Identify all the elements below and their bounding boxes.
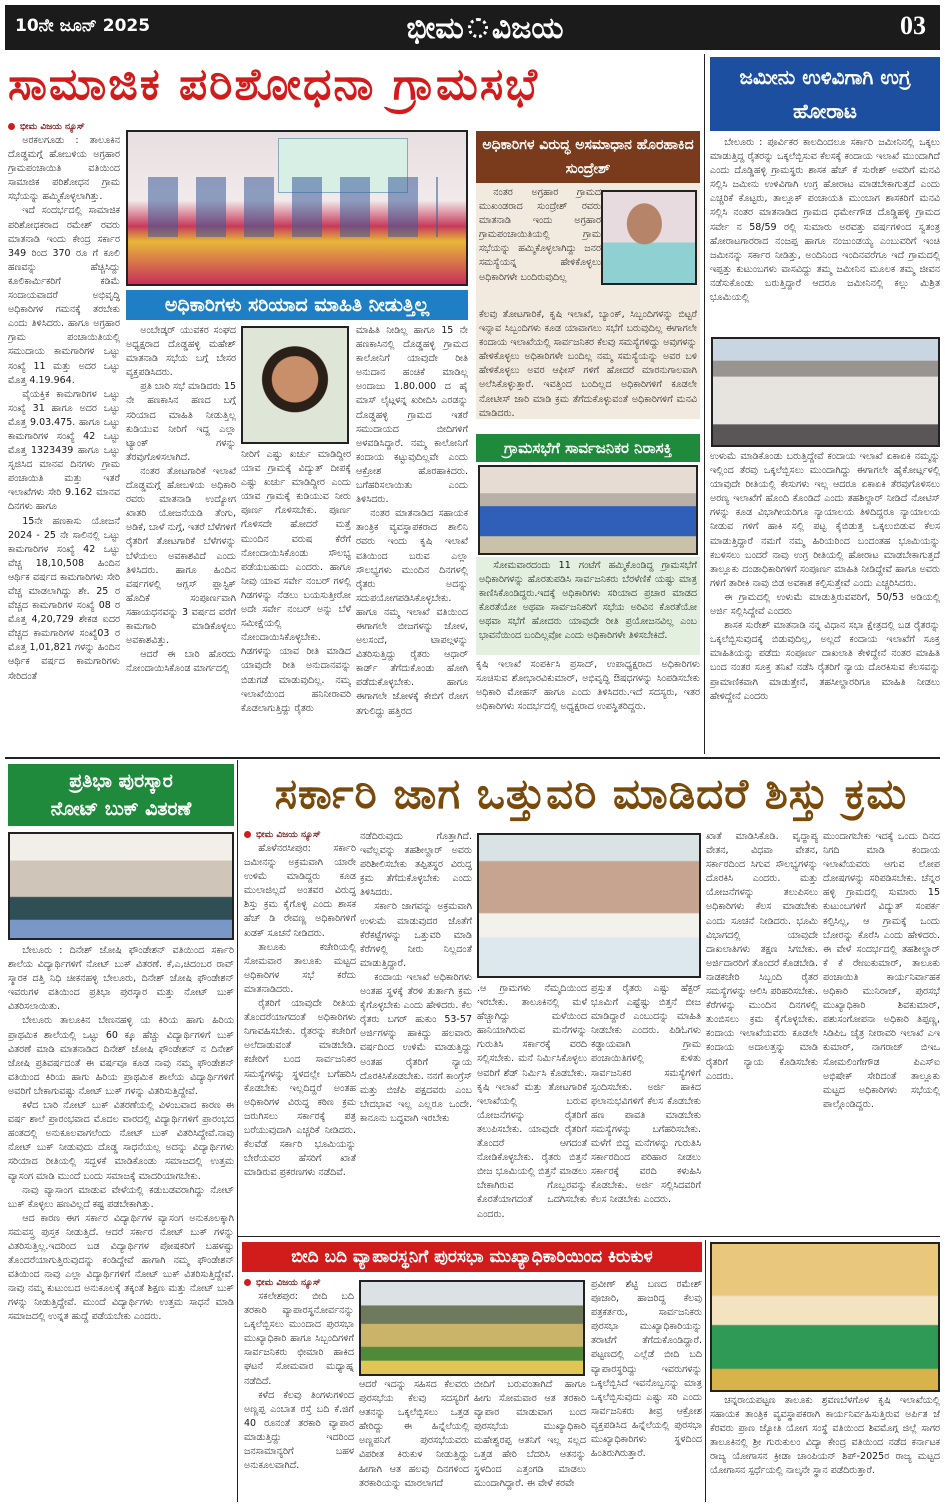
paragraph: ಬೇಲೂರು : ದಿನೇಶ್ ಜೋಷಿ ಫೌಂಡೇಶನ್ ವತಿಯಿಂದ ಸರ್ಕಾರಿ ಶಾಲೆಯ ವಿದ್ಯಾರ್ಥಿಗಳಿಗೆ ನೋಟ್ ಬುಕ್ ವಿತರಣೆ. ಕೆ,ಎ,ಚಿದಂಬರ ರಾವ್ ಸ್ಮಾರಕ ದತ್ತಿ ನಿಧಿ ಚೀಕನಹಳ್ಳಿ ಬೇಲೂರು, ದಿನೇಶ್ ಜೋಷಿ ಫೌಂಡೇಶನ್ ಇವರುಗಳ ವತಿಯಿಂದ ಪ್ರತಿಭಾ ಪುರಸ್ಕಾರ ಮತ್ತು ನೋಟ್ ಬುಕ್ ವಿತರಿಸಲಾಯಿತು.	[8, 945, 234, 1013]
gram-sabha-photo	[126, 130, 468, 286]
story2-col2	[241, 448, 351, 752]
chakra-icon	[468, 18, 488, 38]
paragraph: ಆದರೆ ಇದನ್ನು ಸಹಿಸದ ಕೆಲವರು ಪುರಸಭೆಯ ಕೆಲವು ಸದಸ್ಯರಿಗೆ ಆತನನ್ನು ಒಕ್ಕಲೆಬ್ಬಿಸಲು ಒತ್ತಡ ಹೇರಿದ್ದು ಈ ಹಿನ್ನೆಲೆಯಲ್ಲಿ ಅಣ್ಣಪನಿಗೆ ಪುರಸಭೆಯವರು ವಿಪರೀತ ಕಿರುಕುಳ ನೀಡುತ್ತಿದ್ದು ಹೀಗಾಗಿ ಆತ ಹಲವು ದಿನಗಳಿಂದ ತರಕಾರಿಯನ್ನು ಮಾರಲಾಗದೆ	[359, 1379, 469, 1489]
headline-line: ಪ್ರತಿಭಾ ಪುರಸ್ಕಾರ	[69, 770, 173, 792]
paragraph: ಈ ಗ್ರಾಮದಲ್ಲಿ ಉಳುಮೆ ಮಾಡುತ್ತಿರುವವರಿಗೆ, 50/53 ಅಡಿಯಲ್ಲಿ ಅರ್ಜಿ ಸಲ್ಲಿಸಿದ್ದೇವೆ ಎಂದರು	[710, 591, 940, 618]
paragraph: ಸೋಮವಾರದಂದು 11 ಗಂಟೆಗೆ ಹಮ್ಮಿಕೊಂಡಿದ್ದ ಗ್ರಾಮಸಭೆಗೆ ಅಧಿಕಾರಿಗಳನ್ನು ಹೊರತುಪಡಿಸಿ ಸಾರ್ವಜನಿಕರು ಬೆರಳೆಣಿಕೆ ಯಷ್ಟು ಮಾತ್ರ ಕಾಣಿಸಿಕೊಂಡಿದ್ದರು.ಇದಕ್ಕೆ ಅಧಿಕಾರಿಗಳು ಸರಿಯಾದ ಪ್ರಚಾರ ಮಾಡದ ಕೊರತೆಯೋ ಅಥವಾ ಸಾರ್ವಜನಿಕರಿಗೆ ಸಭೆಯ ಅರಿವಿನ ಕೊರತೆಯೋ ಅಥವಾ ಸಭೆಗೆ ಹೋದರು ಯಾವುದೇ ರೀತಿ ಪ್ರಯೋಜನವಿಲ್ಲ ಎಂಬ ಭಾವನೆಯಿಂದ ಬಂದಿಲ್ಲವೋ ಎಂದು ಅಧಿಕಾರಿಗಳೇ ತಿಳಿಸಬೇಕಿದೆ.	[479, 560, 697, 642]
yoga-championship-photo	[710, 1242, 940, 1392]
logo-text-right: ವಿಜಯ	[491, 10, 564, 46]
paragraph: ತಾಲೂಕು ಕಚೇರಿಯಲ್ಲಿ ಸೋಮವಾರ ತಾಲೂಕು ಮಟ್ಟದ ಅಧಿಕಾರಿಗಳ ಸಭೆ ಕರೆದು ಮಾತನಾಡಿದರು.	[244, 941, 356, 995]
story1-headline: ಸಾಮಾಜಿಕ ಪರಿಶೋಧನಾ ಗ್ರಾಮಸಭೆ	[8, 59, 540, 110]
revenue-meeting-photo	[477, 833, 701, 978]
paragraph: ನಾವು ವ್ಯಾಸಾಂಗ ಮಾಡುವ ವೇಳೆಯಲ್ಲಿ ಕಡುಬಡವರಾಗಿದ್ದು ನೋಟ್ ಬುಕ್ ಕೊಳ್ಳಲು ಹಣವಿಲ್ಲದೆ ಕಷ್ಟ ಪಡಬೇಕಾಗಿತ್ತು.	[8, 1184, 234, 1210]
story5-text1	[710, 136, 940, 332]
paragraph: ಕಳೆದ ಬಾರಿ ನೋಟ್ ಬುಕ್ ವಿತರಣೆಯಲ್ಲಿ ವಿಳಂಬವಾದ ಕಾರಣ ಈ ವರ್ಷ ಶಾಲೆ ಪ್ರಾರಂಭವಾದ ಮೊದಲ ವಾರದಲ್ಲಿ ವಿದ್ಯಾರ್ಥಿಗಳಿಗೆ ಪ್ರಾರಂಭದ ಹಂತದಲ್ಲಿ ಅನುಕೂಲವಾಗಲೆಂದು ನೋಟ್ ಬುಕ್ ವಿತರಿಸಿದ್ದೇವೆ.ನಾವು ನೋಟ್ ಬುಕ್ ನೀಡುವುದು ದೊಡ್ಡ ಸಾಧನೆಯಲ್ಲ ಅದನ್ನು ವಿದ್ಯಾರ್ಥಿಗಳು ಸರಿಯಾದ ರೀತಿಯಲ್ಲಿ ಸದ್ಬಳಕೆ ಮಾಡಿಕೊಂಡು ಸಮಾಜದಲ್ಲಿ ಉತ್ತಮ ವ್ಯಾಸಂಗ ಮಾಡಿ ಮುಂದೆ ಬಂದು ಸಮಾಜಕ್ಕೆ ಮಾದರಿಯಾಗಬೇಕು.	[8, 1100, 234, 1182]
story4-col1	[476, 658, 700, 752]
masthead	[5, 5, 940, 50]
paragraph: ಬೇಲೂರು ತಾಲೂಕಿನ ಬೇಣನಹಳ್ಳಿ ಯ ಕಿರಿಯ ಹಾಗು ಹಿರಿಯ ಪ್ರಾಥಮಿಕ ಶಾಲೆಯಲ್ಲಿ ಒಟ್ಟು 60 ಕ್ಕೂ ಹೆಚ್ಚು ವಿದ್ಯಾರ್ಥಿಗಳಿಗೆ ಬುಕ್ ವಿತರಣೆ ಮಾಡಿ ಮಾತನಾಡಿದ ದಿನೇಶ್ ಜೋಷಿ ಫೌಂಡೇಶನ್ ನ ದಿನೇಶ್ ಜೋಷಿ ಪ್ರತಿವರ್ಷದಂತೆ ಈ ವರ್ಷವೂ ಕೂಡ ನಾವು ನಮ್ಮ ಫೌಂಡೇಶನ್ ವತಿಯಿಂದ ಕಿರಿಯ ಹಾಗು ಹಿರಿಯ ಪ್ರಾಥಮಿಕ ಶಾಲೆಯ ವಿದ್ಯಾರ್ಥಿಗಳಿಗೆ ಅವರಿಗೆ ಬೇಕಾಗುವಷ್ಟು ನೋಟ್ ಬುಕ್ ಗಳನ್ನು ವಿತರಿಸುತ್ತಿದ್ದೇವೆ.	[8, 1015, 234, 1097]
paragraph: ಮುಂದಾಗಬೇಕು ಇದಕ್ಕೆ ಒಂದು ದಿನದ ನಿಗದಿ ಮಾಡಿ ಕಂದಾಯ ಇಲಾಖೆಯವರು ಆಗುವ ಲೋಪ ದೋಷಗಳನ್ನು ಸರಿಪಡಿಸಬೇಕು. ಚೆನ್ನರ ಹಳ್ಳಿ ಗ್ರಾಮದಲ್ಲಿ ಸುಮಾರು 15 ಕುಟುಂಬಗಳಿಗೆ ವಿದ್ಯುತ್ ಸಂಪರ್ಕ ಕಲ್ಪಿಸಿಲ್ಲ, ಆ ಗ್ರಾಮಕ್ಕೆ ಒಂದು ಬೋರನ್ನು ಕೊರೆಸಿ ಎಂದು ಹೇಳಿದರು. ಈ ವೇಳೆ ಸಂದರ್ಭದಲ್ಲಿ ತಹಶೀಲ್ದಾರ್ ಕೆ ಕೆ ರೇಣುಕುಮಾರ್, ತಾಲೂಕು ಪಂಚಾಯಿತಿ ಕಾರ್ಯನಿರ್ವಾಹಕ ಅಧಿಕಾರಿ ಮುನಿರಾಜ್, ಪುರಸಭೆ ಮುಖ್ಯಾಧಿಕಾರಿ ಶಿವಕುಮಾರ್, ಪಶುಸಂಗೋಪನಾ ಅಧಿಕಾರಿ ತಿಪ್ಪಣ್ಣ, ಸಿಡಿಪಿಒ ಚೈತ್ರ ನೀರಾವರಿ ಇಲಾಖೆ ಎಇ ಕುಮಾರ್, ನಾಗರಾಜ್ ಬಿಇಒ ಸೋಮಲಿಂಗೇಗೌಡ ಪಿಎಸ್ಐ ಅಭಿಷೇಕ್ ಸೇರಿದಂತೆ ತಾಲ್ಲೂಕು ಮಟ್ಟದ ಅಧಿಕಾರಿಗಳು ಸಭೆಯಲ್ಲಿ ಪಾಲ್ಗೊಂಡಿದ್ದರು.	[823, 831, 940, 1110]
paragraph: ನಂತರ ತೋಟಗಾರಿಕೆ ಇಲಾಖೆ ದೊಡ್ಡಮಗ್ಗೆ ಹೋಬಳಿಯ ಅಧಿಕಾರಿ ರವರು ಮಾತನಾಡಿ ಉದ್ಯೋಗ ಖಾತರಿ ಯೋಜನೆಯಡಿ ತೆಂಗು, ಅಡಿಕೆ, ಬಾಳೆ ನುಗ್ಗೆ, ಇತರೆ ಬೆಳೆಗಳಿಗೆ ರೈತರಿಗೆ ತೋಟಗಾರಿಕೆ ಬೆಳೆಗಳನ್ನು ಬೆಳೆಯಲು ಅವಕಾಶವಿದೆ ಎಂದು ತಿಳಿಸಿದರು. ಹಾಗೂ ಹಿಂದಿನ ವರ್ಷಗಳಲ್ಲಿ ಆಗ್ಲಸ್ ಪ್ಲಾಸ್ಟಿಕ್ ಹೊದಿಕೆ ಸಂಪೂರ್ಣವಾಗಿ ಸಹಾಯಧನವನ್ನು 3 ವರ್ಷದ ವರೆಗೆ ಕಾಮಗಾರಿ ಮಾಡಿಕೊಳ್ಳಲು ಅವಕಾಶವಿತ್ತು.	[126, 465, 236, 647]
paragraph: ಪ್ರತಿ ಬಾರಿ ಸಭೆ ಮಾಡಿದರು 15 ನೇ ಹಣಕಾಸಿನ ಹಣದ ಬಗ್ಗೆ ಸರಿಯಾದ ಮಾಹಿತಿ ನೀಡುತ್ತಿಲ್ಲ ಕುಡಿಯುವ ನೀರಿಗೆ ಇದ್ದ ಎಲ್ಲಾ ಟ್ಯಾಂಕ್ ಗಳನ್ನು ತೆರವುಗೊಳಿಸಲಾಗಿದೆ.	[126, 381, 236, 463]
paragraph: .ಆ ಗ್ರಾಮಗಳು ನೆಮ್ಮದಿಯಿಂದ ಇರಬೇಕು. ತಾಲೂಕಿನಲ್ಲಿ ಮಳೆ ಹೆಚ್ಚಾಗಿದ್ದು ಮಳೆಯಿಂದ ಹಾನಿಯಾಗಿರುವ ಮನೆಗಳನ್ನು ಗುರುತಿಸಿ ಸರ್ಕಾರಕ್ಕೆ ವರದಿ ಸಲ್ಲಿಸಬೇಕು. ಮನೆ ನಿರ್ಮಿಸಿಕೊಳ್ಳಲು ಅವರಿಗೆ ಶೆಡ್ ನಿರ್ಮಿಸಿ ಕೊಡಬೇಕು. ಕೃಷಿ ಇಲಾಖೆ ಮತ್ತು ತೋಟಗಾರಿಕೆ ಇಲಾಖೆಯಲ್ಲಿ ಬರುವ ಯೋಜನೆಗಳನ್ನು ರೈತರಿಗೆ ತಲುಪಿಸಬೇಕು. ಯಾವುದೇ ರೈತರಿಗೆ ತೊಂದರೆ ಆಗದಂತೆ ನೋಡಿಕೊಳ್ಳಬೇಕು. ರೈತರು ಬಿತ್ತನೆ ಬೀಜ ಭೂಮಿಯಲ್ಲಿ ಬಿತ್ತನೆ ಮಾಡಲು ಬೇಕಾಗಿರುವ ಗೊಬ್ಬರವನ್ನು ಕೊರತೆಯಾಗದಂತೆ ಒದಗಿಸಬೇಕು ಎಂದರು.	[477, 983, 587, 1220]
story7-col5	[706, 830, 818, 1230]
paragraph: ಚನ್ನರಾಯಪಟ್ಟಣ ತಾಲೂಕು ಶ್ರವಣಬೆಳಗೊಳ ಕೃಷಿ ಇಲಾಖೆಯಲ್ಲಿ ಸಹಾಯಕ ತಾಂತ್ರಿಕ ವ್ಯವಸ್ಥಾಪಕರಾಗಿ ಕಾರ್ಯನಿರ್ವಹಿಸುತ್ತಿರುವ ಅರ್ಪಿತ ಜೆ ಕೆರವರು ಪ್ರಾಣ ಜ್ಯೋತಿ ಯೋಗ ಸಂಸ್ಥೆ ವತಿಯಿಂದ ಶಿವಮೊಗ್ಗ ಜಿಲ್ಲೆ ಸಾಗರ ತಾಲೂಕಿನಲ್ಲಿ ಶ್ರೀ ಗುರುಕುಲಂ ವಿದ್ಯಾ ಕೇಂದ್ರ ವತಿಯಿಂದ ನಡೆದ ಕರ್ನಾಟಕ ರಾಜ್ಯ ಯೋಗಾಸನ ಕ್ರೀಡಾ ಚಾಂಪಿಯನ್ ಶಿಪ್-2025ರ ರಾಜ್ಯ ಮಟ್ಟದ ಯೋಗಾಸನ ಸ್ಪರ್ಧೆಯಲ್ಲಿ ನಾಲ್ಕನೇ ಸ್ಥಾನ ಪಡೆದಿರುತ್ತಾರೆ.	[710, 1395, 940, 1477]
paragraph: 15ನೇ ಹಣಕಾಸು ಯೋಜನೆ 2024 - 25 ನೇ ಸಾಲಿನಲ್ಲಿ ಒಟ್ಟು ಕಾಮಗಾರಿಗಳ ಸಂಖ್ಯೆ 42 ಒಟ್ಟು ವೆಚ್ಚ 18,10,508 ಹಿಂದಿನ ಆರ್ಥಿಕ ವರ್ಷದ ಕಾಮಗಾರಿಗಳು ಸೇರಿ ವೆಚ್ಚ ಮಾಡಲಾಗಿದ್ದು ಶೇ. 25 ರ ವೆಚ್ಚದ ಕಾಮಗಾರಿಗಳ ಸಂಖ್ಯೆ 08 ರ ಮೊತ್ತ 4,20,729 ಶೇಕಡ ಐದರ ವೆಚ್ಚದ ಕಾಮಗಾರಿಗಳ ಸಂಖ್ಯೆ03 ರ ಮೊತ್ತ 1,01,821 ಗಳನ್ನು ಹಿಂದಿನ ಆರ್ಥಿಕ ವರ್ಷದ ಕಾಮಗಾರಿಗಳು ಸೇರಿದಂತೆ	[8, 515, 120, 682]
sundresh-photo	[601, 190, 697, 285]
mahesh-portrait-photo	[241, 326, 349, 444]
story5-text2	[710, 450, 940, 752]
paragraph: ಖಾತೆ ಮಾಡಿಸಿಕೊಡಿ. ವೃದ್ಧಾಪ್ಯ ವೇತನ, ವಿಧವಾ ವೇತನ, ಸರ್ಕಾರದಿಂದ ಸಿಗುವ ಸೌಲಭ್ಯಗಳನ್ನು ದೊರಕಿಸಿ ಎಂದರು. ಮತ್ತು ಯೋಜನೆಗಳನ್ನು ತಲುಪಿಸಲು ಅಧಿಕಾರಿಗಳು ಕೆಲಸ ಮಾಡಬೇಕು ಎಂದು ಸೂಚನೆ ನೀಡಿದರು. ಭೂಮಿ ವಿಭಾಗದಲ್ಲಿ ಯಾವುದೇ ದಾಖಲಾತಿಗಳು ತಕ್ಷಣ ಸಿಗಬೇಕು. ಅರ್ಜಿದಾರರಿಗೆ ತೊಂದರೆ ಕೊಡಬೇಡಿ. ನಾಡಕಚೇರಿ ಸಿಬ್ಬಂದಿ ರೈತರ ಸಮಸ್ಯೆಗಳನ್ನು ಆಲಿಸಿ ಪರಿಹರಿಸಬೇಕು. ಕೆರೆಗಳನ್ನು ಮುಂದಿನ ದಿನಗಳಲ್ಲಿ ತುಂಬಿಸಲು ಕ್ರಮ ಕೈಗೊಳ್ಳಬೇಕು. ಕಂದಾಯ ಇಲಾಖೆಯವರು ಕೂಡಲೇ ಕಂದಾಯ ಅದಾಲತ್ತನ್ನು ಮಾಡಿ ರೈತರಿಗೆ ನ್ಯಾಯ ಕೊಡಿಸಬೇಕು ಎಂದರು.	[706, 831, 818, 1082]
logo-text-left: ಭೀಮ	[406, 10, 464, 46]
paragraph: ಅರಕಲಗೂಡು : ತಾಲೂಕಿನ ದೊಡ್ಡಮಗ್ಗೆ ಹೋಬಳಿಯ ಅಗ್ರಹಾರ ಗ್ರಾಮಪಂಚಾಯಿತಿ ವತಿಯಿಂದ ಸಾಮಾಜಿಕ ಪರಿಶೋಧನ ಗ್ರಾಮ ಸಭೆಯನ್ನು ಹಮ್ಮಿಕೊಳ್ಳಲಾಗಿತ್ತು.	[8, 135, 120, 203]
paragraph: ಬೇಲೂರು : ಪೂರ್ವಿಕರ ಕಾಲದಿಂದಲೂ ಸರ್ಕಾರಿ ಜಮೀನಿನಲ್ಲಿ ಒಕ್ಕಲು ಮಾಡುತ್ತಿದ್ದ ರೈತರನ್ನು ಒಕ್ಕಲೆಬ್ಬಿಸುವ ಕೆಲಸಕ್ಕೆ ಕಂದಾಯ ಇಲಾಖೆ ಮುಂದಾಗಿದೆ ಎಂದು ದೊಡ್ಡಿಹಳ್ಳಿ ಗ್ರಾಮಸ್ಥರು ಶಾಸಕ ಹೆಚ್ ಕೆ ಸುರೇಶ್ ಅವರಿಗೆ ಮನವಿ ಸಲ್ಲಿಸಿ ಜಮೀನು ಉಳಿವಿಗಾಗಿ ಉಗ್ರ ಹೋರಾಟ ಮಾಡಬೇಕಾಗುತ್ತದೆ ಎಂದು ಎಚ್ಚರಿಕೆ ಕೊಟ್ಟರು, ತಾಲ್ಲೂಕ್ ಪಂಚಾಯತಿ ಮುಂಬಾಗ ಶಾಸಕರಿಗೆ ಮನವಿ ಸಲ್ಲಿಸಿ ನಂತರ ಮಾತನಾಡಿದ ಗ್ರಾಮದ ಧರ್ಮೇಗೌಡ ದೊಡ್ಡಿಹಳ್ಳಿ ಗ್ರಾಮದ ಸರ್ವೇ ನ 58/59 ರಲ್ಲಿ ಸುಮಾರು ಅರವತ್ತು ವರ್ಷಗಳಿಂದ ಸ್ವತಂತ್ರ ಹೋರಾಟಗಾರರಾದ ನಂಜಪ್ಪ ಹಾಗೂ ನಂಜುಂಡಯ್ಯ ಎಂಬುವರಿಗೆ ಇಂಚಿ ಜಮೀನನ್ನು ಸರ್ಕಾರ ನೀಡಿತ್ತು, ಅಂದಿನಿಂದ ಇಂದಿನವರೆಗೂ ಇದೆ ಗ್ರಾಮದಲ್ಲಿ ಇಪ್ಪತ್ತು ಕುಟುಂಬಗಳು ವಾಸವಿದ್ದು ತಮ್ಮ ಜಮೀನಿನ ಮೂಲಕ ತಮ್ಮ ಜೀವನ ನಡೆಸುಕೊಂಡು ಬರುತ್ತಿದ್ದಾರೆ ಆದರೂ ಜಮೀನಿನಲ್ಲಿ ಕಲ್ಲು ಮಿಶ್ರಿತ ಭೂಮಿಯಲ್ಲಿ	[710, 137, 940, 304]
bullet-icon	[8, 123, 15, 130]
story7-col4	[591, 982, 701, 1230]
story1-col1	[8, 122, 120, 752]
story8-col3	[474, 1378, 586, 1502]
story3-headline: ಅಧಿಕಾರಿಗಳ ವಿರುದ್ಧ ಅಸಮಾಧಾನ ಹೊರಹಾಕಿದ ಸುಂದ್ರೇಶ್	[476, 131, 700, 183]
page-number: 03	[900, 11, 926, 40]
protest-memorandum-photo	[711, 337, 940, 447]
story7-col2	[360, 830, 472, 1230]
story5-headline: ಜಮೀನು ಉಳಿವಿಗಾಗಿ ಉಗ್ರ ಹೋರಾಟ	[710, 57, 940, 131]
paragraph: ಬೀದಿಗೆ ಬರುವಂತಾಗಿದೆ ಹಾಗೂ ಹೀಗು ಸೋಮವಾರ ಆತ ತರಕಾರಿ ವ್ಯಾಪಾರ ಮಾಡುವಾಗ ಬಂದ ಪುರಸಭೆಯ ಮುಖ್ಯಾಧಿಕಾರಿ ಮಹೇಶ್ವರಪ್ಪ ಆತನಿಗೆ ಇಲ್ಲ ಸಲ್ಲದ ಒತ್ತಡ ಹೇರಿ ಬೆದರಿಸಿ ಆತನನ್ನು ಸ್ಥಳದಿಂದ ಎತ್ತಂಗಡಿ ಮಾಡಲು ಮುಂದಾಗಿದ್ದಾರೆ. ಈ ವೇಳೆ ಕರವೇ	[474, 1379, 586, 1489]
story2-col3	[356, 324, 468, 752]
story6-text	[8, 944, 234, 1502]
notebook-distribution-photo	[8, 832, 234, 940]
paragraph: ಪ್ರಸ್ತುತ ರೈತರು ಎಷ್ಟು ಹೆಕ್ಟರ್ ಭೂಮಿಗೆ ಎಷ್ಟೆಷ್ಟು ಬಿತ್ತನೆ ಬೀಜ ಮಾಡಿದ್ದಾರೆ ಎಂಬುದನ್ನು ಮಾಹಿತಿ ನೀಡಬೇಕು ಎಂದರು. ಪಿಡಿಓಗಳು ಕಡ್ಡಾಯವಾಗಿ ಗ್ರಾಮ ಪಂಚಾಯಿತಿಗಳಲ್ಲಿ ಕುಳಿತು ಸಾರ್ವಜನಿಕರ ಸಮಸ್ಯೆಗಳಿಗೆ ಸ್ಪಂದಿಸಬೇಕು. ಅರ್ಜಿ ಹಾಕಿದ ಫಲಾನುಭವಿಗಳಿಗೆ ಕೆಲಸ ಕೊಡಬೇಕು ಹಣ ಪಾವತಿ ಮಾಡಬೇಕು ಸಮಸ್ಯೆಗಳನ್ನು ಬಗೆಹರಿಸಬೇಕು. ಮಳೆಗೆ ಬಿದ್ದ ಮನೆಗಳನ್ನು ಗುರುತಿಸಿ ಸರ್ಕಾರದಿಂದ ಪರಿಹಾರ ನೀಡಲು ಸರ್ಕಾರಕ್ಕೆ ವರದಿ ಕಳುಹಿಸಿ ಕೊಡಬೇಕು. ಅರ್ಜಿ ಸಲ್ಲಿಸಿದವರಿಗೆ ಕೆಲಸ ನೀಡಬೇಕು ಎಂದರು.	[591, 983, 701, 1206]
paragraph: ಸರ್ಕಾರಿ ಜಾಗವನ್ನು ಅಕ್ರಮವಾಗಿ ಉಳುಮೆ ಮಾಡುವುದರ ಜೊತೆಗೆ ಕೆರೆಕಟ್ಟೆಗಳನ್ನು ಒತ್ತುವರಿ ಮಾಡಿ ಕೆರೆಗಳಲ್ಲಿ ನೀರು ನಿಲ್ಲದಂತೆ ಮಾಡುತ್ತಿದ್ದಾರೆ.	[360, 901, 472, 969]
bullet-icon	[244, 831, 251, 838]
story8-col2	[359, 1378, 469, 1502]
paragraph: ಕಳೆದ ಕೆಲವು ತಿಂಗಳುಗಳಿಂದ ಅಣ್ಣಪ್ಪ ಎಂಬಾತ ರಸ್ತೆ ಬದಿ ಕೆ.ಜಿಗೆ 40 ರೂನಂತೆ ತರಕಾರಿ ವ್ಯಾಪಾರ ಮಾಡುತ್ತಿದ್ದು ಇದರಿಂದ ಜನಸಾಮಾನ್ಯರಿಗೆ ಬಹಳ ಅನುಕೂಲವಾಗಿದೆ.	[244, 1389, 354, 1472]
paragraph: ರೈತರಿಗೆ ಯಾವುದೇ ರೀತಿಯ ತೊಂದರೆಯಾಗದಂತೆ ಅಧಿಕಾರಿಗಳು ನಿಗಾವಹಿಸಬೇಕು. ರೈತರನ್ನು ಕಚೇರಿಗೆ ಅಲೆದಾಡುವಂತೆ ಮಾಡಬೇಡಿ. ಕಚೇರಿಗೆ ಬಂದ ಸಾರ್ವಜನಿಕರ ಸಮಸ್ಯೆಗಳನ್ನು ಸ್ಥಳದಲ್ಲೇ ಬಗೆಹರಿಸಿ ಕೊಡಬೇಕು ಇಲ್ಲದಿದ್ದರೆ ಅಂತಹ ಅಧಿಕಾರಿಗಳ ವಿರುದ್ಧ ಕಠಿಣ ಕ್ರಮ ಜರುಗಿಸಲು ಸರ್ಕಾರಕ್ಕೆ ಪತ್ರ ಬರೆಯುವುದಾಗಿ ಎಚ್ಚರಿಕೆ ನೀಡಿದರು. ಕೆಲವೆಡೆ ಸರ್ಕಾರಿ ಭೂಮಿಯನ್ನು ಬೇರೆಯವರ ಹೆಸರಿಗೆ ಖಾತೆ ಮಾಡಿರುವ ಪ್ರಕರಣಗಳು ನಡೆದಿವೆ.	[244, 998, 356, 1179]
story2-col1	[126, 324, 236, 752]
gram-sabha-audience-photo	[478, 465, 698, 555]
byline: ಭೀಮ ವಿಜಯ ನ್ಯೂಸ್	[244, 1278, 354, 1288]
story3-col1	[479, 186, 601, 306]
street-vendor-photo	[359, 1280, 585, 1376]
byline: ಭೀಮ ವಿಜಯ ನ್ಯೂಸ್	[244, 830, 356, 840]
story8-headline: ಬೀದಿ ಬದಿ ವ್ಯಾಪಾರಸ್ಥನಿಗೆ ಪುರಸಭಾ ಮುಖ್ಯಾಧಿಕಾರಿಯಿಂದ ಕಿರುಕುಳ	[242, 1242, 702, 1272]
paragraph: ಹೊಳೆನರಸೀಪುರ: ಸರ್ಕಾರಿ ಜಮೀನನ್ನು ಅಕ್ರಮವಾಗಿ ಯಾರೇ ಉಳಿಮೆ ಮಾಡಿದ್ದರು ಕೂಡ ಮುಲಾಜಿಲ್ಲದೆ ಅಂತವರ ವಿರುದ್ಧ ಶಿಸ್ತು ಕ್ರಮ ಕೈಗೊಳ್ಳಿ ಎಂದು ಶಾಸಕ ಹೆಚ್ ಡಿ ರೇವಣ್ಣ ಅಧಿಕಾರಿಗಳಿಗೆ ಖಡಕ್ ಸೂಚನೆ ನೀಡಿದರು.	[244, 843, 356, 939]
paragraph: ಇದೆ ಸಂದರ್ಭದಲ್ಲಿ ಸಾಮಾಜಿಕ ಪರಿಶೋಧಕರಾದ ರಮೇಶ್ ರವರು ಮಾತನಾಡಿ ಇಂದು ಕೇಂದ್ರ ಸರ್ಕಾರ 349 ರಿಂದ 370 ರೂ ಗೆ ಕೂಲಿ ಹಣವನ್ನು ಹೆಚ್ಚಿಸಿದ್ದು ಕೂಲಿಕಾರ್ಮಿಕರಿಗೆ ಕಡಿಮೆ ಸಂದಾಯವಾದರೆ ಅಭಿವೃದ್ಧಿ ಅಧಿಕಾರಿಗಳ ಗಮನಕ್ಕೆ ತರಬೇಕು ಎಂದು ತಿಳಿಸಿದರು. ಹಾಗೂ ಅಗ್ರಹಾರ ಗ್ರಾಮ ಪಂಚಾಯಿತಿಯಲ್ಲಿ ಸಮುದಾಯ ಕಾಮಗಾರಿಗಳ ಒಟ್ಟು ಸಂಖ್ಯೆ 11 ಮತ್ತು ಅದರ ಒಟ್ಟು ಮೊತ್ತ 4.19.964.	[8, 205, 120, 386]
paragraph: ಕಂದಾಯ ಇಲಾಖೆ ಅಧಿಕಾರಿಗಳು ಅಂತಹ ಸ್ಥಳಕ್ಕೆ ತೆರಳಿ ತುರ್ತಾಗಿ ಕ್ರಮ ಕೈಗೊಳ್ಳಬೇಕು ಎಂದು ಹೇಳಿದರು. ಕೆಲ ರೈತರು ಬಗರ್ ಹುಕುಂ 53-57 ಅರ್ಜಿಗಳನ್ನು ಹಾಕಿದ್ದು ಹಲವಾರು ವರ್ಷದಿಂದ ಉಳಿಮೆ ಮಾಡುತ್ತಿದ್ದು ಅಂತಹ ರೈತರಿಗೆ ನ್ಯಾಯ ದೊರಕಿಸಿಕೊಡಬೇಕು. ನನಗೆ ಕಾಂಗ್ರೆಸ್ ಮತ್ತು ಬಿಜೆಪಿ ಪಕ್ಷದವರು ಎಂಬ ಬೇದಭಾವ ಇಲ್ಲ ಎಲ್ಲರೂ ಒಂದೇ. ಕಾನೂನು ಬದ್ಧವಾಗಿ ಇರಬೇಕು	[360, 971, 472, 1124]
paragraph: ನಂತರ ಅಗ್ರಹಾರ ಗ್ರಾಮದ ಮುಖಂಡರಾದ ಸುಂದ್ರೇಶ್ ರವರು ಮಾತನಾಡಿ ಇಂದು ಅಗ್ರಹಾರ ಗ್ರಾಮಪಂಚಾಯಿತಿಯಲ್ಲಿ ಗ್ರಾಮ ಸಭೆಯನ್ನು ಹಮ್ಮಿಕೊಳ್ಳಲಾಗಿದ್ದು ಜನರ ಸಮಸ್ಯೆಯನ್ನ ಹೇಳಿಕೊಳ್ಳಲು ಅಧಿಕಾರಿಗಳೇ ಬಂದಿರುವುದಿಲ್ಲ	[479, 187, 601, 283]
newspaper-logo	[365, 8, 605, 48]
paragraph: ಮಾಹಿತಿ ನೀಡಿಲ್ಲ ಹಾಗೂ 15 ನೇ ಹಣಕಾಸಿನಲ್ಲಿ ದೊಡ್ಡಹಳ್ಳಿ ಗ್ರಾಮದ ಕಾಲೋನಿಗೆ ಯಾವುದೇ ರೀತಿ ಅನುದಾನ ಹಂಚಿಕೆ ಮಾಡಿಲ್ಲ ಅಂದಾಜು 1.80.000 ದ ಹೈ ಮಾಸ್ ಲೈಟ್ಗಳನ್ನ ಖರೀದಿಸಿ ಎರಡನ್ನು ದೊಡ್ಡಹಳ್ಳಿ ಗ್ರಾಮದ ಇತರೆ ಸಮುದಾಯದ ಬೀದಿಗಳಿಗೆ ಅಳವಡಿಸಿದ್ದಾರೆ. ನಮ್ಮ ಕಾಲೋನಿಗೆ ಕಂದಾಯ ಕಟ್ಟುವುದಿಲ್ಲವೇ ಎಂದು ಆಕ್ರೋಶ ಹೊರಹಾಕಿದರು. ಬಗೆಹರಿಸಲಾಯಿತು ಎಂದು ತಿಳಿಸಿದರು.	[356, 325, 468, 506]
story3-col2	[479, 308, 697, 418]
paragraph: ಅಂಬೇಡ್ಕರ್ ಯುವಕರ ಸಂಘದ ಅಧ್ಯಕ್ಷರಾದ ದೊಡ್ಡಹಳ್ಳಿ ಮಹೇಶ್ ಮಾತನಾಡಿ ಸಭೆಯ ಬಗ್ಗೆ ಬೇಸರ ವ್ಯಕ್ತಪಡಿಸಿದರು.	[126, 325, 236, 379]
paragraph: ನೀರಿಗೆ ಎಷ್ಟು ಖರ್ಚು ಮಾಡಿದ್ದೀರ ಯಾವ ಗ್ರಾಮಕ್ಕೆ ವಿದ್ಯುತ್ ದೀಪಕ್ಕೆ ಎಷ್ಟು ಖರ್ಚು ಮಾಡಿದ್ದೀರ ಎಂದು ಯಾವ ಗ್ರಾಮಕ್ಕೆ ಕುಡಿಯುವ ನೀರು ಪೂರ್ಣ ಗೊಳಿಸಬೇಕು. ಪೂರ್ಣ ಗೊಳಿಸದೇ ಹೋದರೆ ಮತ್ತೆ ಮುಂದಿನ ವರುಷ ಕೆರೆಗೆ ನೋಂದಾಯಿಸಿಕೊಂಡು ಸೌಲಭ್ಯ ಪಡೆಯಬಹುದು ಎಂದರು. ಹಾಗೂ ನೀವು ಯಾವ ಸರ್ವೇ ನಂಬರ್ ಗಳಲ್ಲಿ ಗಿಡಗಳನ್ನು ನೆಡಲು ಬಯಸುತ್ತೀರೋ ಅದೇ ಸರ್ವೇ ನಂಬರ್ ಅನ್ನು ಬೆಳೆ ಸಮೀಕ್ಷೆಯಲ್ಲಿ ನೋಂದಾಯಿಸಿಕೊಳ್ಳಬೇಕು. ಗಿಡಗಳನ್ನು ಯಾವ ರೀತಿ ಮಾಡಿದ ಯಾವುದೇ ರೀತಿ ಅನುದಾನವನ್ನು ಬಿಡುಗಡೆ ಮಾಡುವುದಿಲ್ಲ. ನಮ್ಮ ಇಲಾಖೆಯಿಂದ ಹನಿನೀರಾವರಿ ಕೊಡಲಾಗುತ್ತಿದ್ದು ರೈತರು	[241, 449, 351, 714]
story7-col1	[244, 830, 356, 1230]
paragraph: ಶಾಸಕ ಸುರೇಶ್ ಮಾತನಾಡಿ ನನ್ನ ವಿಧಾನ ಸಭಾ ಕ್ಷೇತ್ರದಲ್ಲಿ ಬಡ ರೈತರನ್ನು ಒಕ್ಕಲೆಬ್ಬಿಸುವುದಕ್ಕೆ ಬಿಡುವುದಿಲ್ಲ, ಅಲ್ಲದೆ ಕಂದಾಯ ಇಲಾಖೆಗೆ ಸೂಕ್ತ ಮಾಹಿತಿಯನ್ನು ಪಡೆದು ಸಂಪೂರ್ಣ ದಾಖಲಾತಿ ಕೇಳಿದ್ದೇನೆ ನಂತರ ಮಾಹಿತಿ ಬಂದ ನಂತರ ಸೂಕ್ತ ತನಿಖೆ ನಡೆಸಿ ರೈತರಿಗೆ ನ್ಯಾಯ ದೊರಕಿಸುವ ಕೆಲಸವನ್ನು ಪ್ರಾಮಾಣಿಕವಾಗಿ ಮಾಡುತ್ತೇನೆ, ತಹಸೀಲ್ದಾರರಿಗೂ ಮಾಹಿತಿ ನೀಡಲು ಹೇಳಿದ್ದೇನೆ ಎಂದರು	[710, 620, 940, 702]
paragraph: ಪ್ರವೀಣ್ ಶೆಟ್ಟಿ ಬಣದ ರಮೇಶ್ ಪೂಜಾರಿ, ಹಾಜರಿದ್ದ ಕೆಲವು ಪತ್ರಕರ್ತರು, ಸಾರ್ವಜನಿಕರು ಪುರಸಭಾ ಮುಖ್ಯಾಧಿಕಾರಿಯನ್ನು ತರಾಟೆಗೆ ತೆಗೆದುಕೊಂಡಿದ್ದಾರೆ. ಪಟ್ಟಣದಲ್ಲಿ ಎಲ್ಲೆಡೆ ಬೀದಿ ಬದಿ ವ್ಯಾಪಾರಸ್ಥರಿದ್ದು ಇವರುಗಳನ್ನು ಒಕ್ಕಲೆಬ್ಬಿಸಿದೆ ಇವನೊಬ್ಬನನ್ನು ಮಾತ್ರ ಒಕ್ಕಲೆಬ್ಬಿಸುವುದು ಎಷ್ಟು ಸರಿ ಎಂದು ಸಾರ್ವಜನಿಕರು ತೀವ್ರ ಆಕ್ರೋಶ ವ್ಯಕ್ತಪಡಿಸಿದ ಹಿನ್ನೆಲೆಯಲ್ಲಿ ಪುರಸಭಾ ಮುಖ್ಯಾಧಿಕಾರಿಗಳು ಸ್ಥಳದಿಂದ ಹಿಂತಿರುಗಿರುತ್ತಾರೆ.	[591, 1279, 702, 1460]
paragraph: ಆದರೆ ಈ ಬಾರಿ ಹೊರದು ನೋಂದಾಯಿಸಿಕೊಂಡ ಮಾರ್ಗದಲ್ಲಿ	[126, 649, 236, 675]
story8-col4	[591, 1278, 702, 1502]
story2-headline: ಅಧಿಕಾರಿಗಳು ಸರಿಯಾದ ಮಾಹಿತಿ ನೀಡುತ್ತಿಲ್ಲ	[126, 290, 468, 320]
story8-col1	[244, 1278, 354, 1502]
paragraph: ಉಳುಮೆ ಮಾಡಿಕೊಂಡು ಬರುತ್ತಿದ್ದೇವೆ ಕಂದಾಯ ಇಲಾಖೆ ಏಕಾಏಕಿ ನಮ್ಮನ್ನು ಇಲ್ಲಿಂದ ತೆರವು ಒಕ್ಕಲೆಬ್ಬಿಸಲು ಮುಂದಾಗಿದ್ದು ಈಗಾಗಲೇ ಹೈಕೋರ್ಟ್ಗಳಲ್ಲಿ ಯಾವುದೇ ರೀತಿಯಲ್ಲಿ ಕೇಸುಗಳು ಇಲ್ಲ ಆದರೂ ಏಕಾಏಕಿ ತೆರವುಗೊಳಿಸಲು ಅರಣ್ಯ ಇಲಾಖೆಗೆ ಹೊಂದಿ ಕೊಂಡಿದೆ ಎಂದು ತಹಶಿಲ್ದಾರ್ ನೀಡಿದೆ ನೋಟಿಸ್ ಗಳನ್ನು ಕೂಡ ವಿಭಾಗೀಯರಿಗೂ ನ್ಯಾಯಾಲಯ ತಿಳಿದಿದ್ದರೂ ನ್ಯಾಯಾಲಯ ನೀಡುವ ಗಳಿಗೆ ಹಾಕಿ ಸಲ್ಲಿ ಪಟ್ಟ ಕೈಬಿಡುತ್ತ ಒಕ್ಕಲುಬಿಡುವ ಕೆಲಸ ಮಾಡುತ್ತಿದ್ದಾರೆ ನಮಗೆ ನಮ್ಮ ಹಿರಿಯರಿಂದ ಬಂದಂತಹ ಭೂಮಿಯನ್ನು ಕಬಳಿಸಲು ಬಂದರೆ ನಾವು ಉಗ್ರ ರೀತಿಯಲ್ಲಿ ಹೋರಾಟ ಮಾಡಬೇಕಾಗುತ್ತದೆ ತಾಲ್ಲೂಕು ದಂಡಾಧಿಕಾರಿಗಳಿಗೆ ಸಂಪೂರ್ಣ ಮಾಹಿತಿ ನೀಡಿದ್ದೇವೆ ಹಾಗೂ ಅವರು ಗಳಿಗೆ ತಾರೀಕಿ ನಾವು ಬಿಡ ಅವಕಾಶ ಕಲ್ಪಿಸುತ್ತೇವೆ ಎಂದು ಎಚ್ಚರಿಸಿದರು.	[710, 451, 940, 589]
issue-date: 10ನೇ ಜೂನ್ 2025	[15, 16, 151, 36]
bullet-icon	[244, 1279, 251, 1286]
story4-box	[476, 557, 700, 655]
paragraph: ನಡೆದಿರುವುದು ಗೊತ್ತಾಗಿದೆ. ಇವೆಲ್ಲವನ್ನು ತಹಶೀಲ್ದಾರ್ ಅವರು ಪರಿಶೀಲಿಸಬೇಕು ತಪ್ಪಿತಸ್ಥರ ವಿರುದ್ಧ ಕ್ರಮ ತೆಗೆದುಕೊಳ್ಳಬೇಕು ಎಂದು ತಿಳಿಸಿದರು.	[360, 831, 472, 899]
story7-col6	[823, 830, 940, 1230]
headline-line: ನೋಟ್ ಬುಕ್ ವಿತರಣೆ	[50, 798, 192, 820]
story7-headline: ಸರ್ಕಾರಿ ಜಾಗ ಒತ್ತುವರಿ ಮಾಡಿದರೆ ಶಿಸ್ತು ಕ್ರಮ	[274, 769, 908, 818]
paragraph: ಕೃಷಿ ಇಲಾಖೆ ಸಂಪರ್ಕಿಸಿ ಪ್ರಸಾದ್, ಉಪಾಧ್ಯಕ್ಷರಾದ ಅಧಿಕಾರಿಗಳು ಸೂಚಿಸುವ ಶೋಭಾರವಿಕುಮಾರ್, ಅಭಿವೃದ್ಧಿ ಔಷಧಗಳನ್ನು ಸಿಂಪಡಿಸಬೇಕು ಅಧಿಕಾರಿ ಮೋಹನ್ ಹಾಗೂ ಎಂದು ತಿಳಿಸಿದರು.ಇದೆ ಸದಸ್ಯರು, ಇತರ ಅಧಿಕಾರಿಗಳು ಸಂದರ್ಭದಲ್ಲಿ ಅಧ್ಯಕ್ಷರಾದ ಉಪಸ್ಥಿತರಿದ್ದರು.	[476, 659, 700, 713]
story7-col3	[477, 982, 587, 1230]
paragraph: ನಂತರ ಮಾತನಾಡಿದ ಸಹಾಯಕ ತಾಂತ್ರಿಕ ವ್ಯವಸ್ಥಾಪಕರಾದ ಶಾಲಿನಿ ರವರು ಇಂದು ಕೃಷಿ ಇಲಾಖೆ ವತಿಯಿಂದ ಬರುವ ಎಲ್ಲಾ ಸೌಲಭ್ಯಗಳು ಮುಂದಿನ ದಿನಗಳಲ್ಲಿ ರೈತರು ಅದನ್ನು ಸದುಪಯೋಗಪಡಿಸಿಕೊಳ್ಳಬೇಕು. ಹಾಗೂ ನಮ್ಮ ಇಲಾಖೆ ವತಿಯಿಂದ ಈಗಾಗಲೇ ಬೀಜಗಳನ್ನು ಜೋಳ, ಅಲಸಂದೆ, ಟಾಪಲ್ಗಳನ್ನು ವಿತರಿಸುತ್ತಿದ್ದು ರೈತರು ಆಧಾರ್ ಕಾರ್ಡ್ ತೆಗೆದುಕೊಂಡು ಹೋಗಿ ಪಡೆದುಕೊಳ್ಳಬೇಕು. ಹಾಗೂ ಈಗಾಗಲೇ ಜೋಳಕ್ಕೆ ಕೇಬಿಗೆ ರೋಗ ತಗುಲಿದ್ದು ಹತ್ತಿರದ	[356, 508, 468, 717]
story6-headline	[8, 764, 234, 826]
paragraph: ಸಕಲೇಶಪುರ: ಬೀದಿ ಬದಿ ತರಕಾರಿ ವ್ಯಾಪಾರಸ್ಥನೋರ್ವನನ್ನು ಒಕ್ಕಲೆಬ್ಬಿಸಲು ಮುಂದಾದ ಪುರಸಭಾ ಮುಖ್ಯಾಧಿಕಾರಿ ಹಾಗೂ ಸಿಬ್ಬಂದಿಗಳಿಗೆ ಸಾರ್ವಜನಿಕರು ಛೀಮಾರಿ ಹಾಕಿದ ಘಟನೆ ಸೋಮವಾರ ಮಧ್ಯಾಹ್ನ ನಡೆದಿದೆ.	[244, 1291, 354, 1387]
paragraph: ಕೆಲವು ತೋಟಗಾರಿಕೆ, ಕೃಷಿ ಇಲಾಖೆ, ಬ್ಯಾಂಕ್, ಸಿಬ್ಬಂದಿಗಳನ್ನು ಬಿಟ್ಟರೆ ಇನ್ನಾವ ಸಿಬ್ಬಂದಿಗಳು ಕೂಡ ಯಾವಾಗಲು ಸಭೆಗೆ ಬರುವುದಿಲ್ಲ ಈಗಾಗಲೇ ಕಂದಾಯ ಇಲಾಖೆಯಲ್ಲಿ ಸಾರ್ವಜನಿಕರ ಕೆಲವು ಸಮಸ್ಯೆಗಳಿದ್ದು ಅವುಗಳನ್ನು ಹೇಳಿಕೊಳ್ಳಲು ಅಧಿಕಾರಿಗಳೇ ಬಂದಿಲ್ಲ ನಮ್ಮ ಸಮಸ್ಯೆಯನ್ನು ಅವರ ಬಳಿ ಹೇಳಿಕೊಳ್ಳಲು ಅವರ ಆಫೀಸ್ ಗಳಿಗೆ ಹೋದರೆ ಮಾರನುಗಾಲವಾಗಿ ಅಲೆಸಿಕೊಳ್ಳುತ್ತಾರೆ. ಇವತ್ತಿಂದ ಬಂದಿಲ್ಲದ ಅಧಿಕಾರಿಗಳಿಗೆ ಕೂಡಲೇ ನೋಟೀಸ್ ಜಾರಿ ಮಾಡಿ ಕ್ರಮ ತೆಗೆದುಕೊಳ್ಳುವಂತೆ ಅಧಿಕಾರಿಗಳಿಗೆ ಮನವಿ ಮಾಡಿದರು.	[479, 309, 697, 418]
story4-headline: ಗ್ರಾಮಸಭೆಗೆ ಸಾರ್ವಜನಿಕರ ನಿರಾಸಕ್ತಿ	[476, 434, 700, 462]
byline: ಭೀಮ ವಿಜಯ ನ್ಯೂಸ್	[8, 122, 120, 132]
story9-text	[710, 1394, 940, 1502]
paragraph: ಆದ ಕಾರಣ ಈಗ ಸರ್ಕಾರ ವಿದ್ಯಾರ್ಥಿಗಳ ವ್ಯಾಸಂಗ ಅನುಕೂಲಕ್ಕಾಗಿ ಸಮವಸ್ತ್ರ ಪುಸ್ತಕ ನೀಡುತ್ತಿದೆ. ಆದರೆ ಸರ್ಕಾರ ನೋಟ್ ಬುಕ್ ಗಳನ್ನು ವಿತರಿಸುತ್ತಿಲ್ಲ.ಇದರಿಂದ ಬಡ ವಿದ್ಯಾರ್ಥಿಗಳ ಪೋಷಕರಿಗೆ ಬಹಳಷ್ಟು ತೊಂದರೆಯಾಗುತ್ತಿರುವುದನ್ನು ಕಂಡಿದ್ದೇವೆ ಹಾಗಾಗಿ ನಮ್ಮ ಫೌಂಡೇಶನ್ ವತಿಯಿಂದ ನಾವು ಎಲ್ಲಾ ವಿದ್ಯಾರ್ಥಿಗಳಿಗೆ ನೋಟ್ ಬುಕ್ ವಿತರಿಸುತ್ತಿದ್ದೇವೆ. ನಾವು ನಮ್ಮ ಕುಟುಂಬದ ಅನುಕೂಲಕ್ಕೆ ತಕ್ಕಂತೆ ಶಿಕ್ಷಣ ಮತ್ತು ನೋಟ್ ಬುಕ್ ಗಳನ್ನು ನೀಡುತ್ತಿದ್ದೇವೆ. ಮುಂದೆ ವಿದ್ಯಾರ್ಥಿಗಳು ಉತ್ತಮ ಸಾಧನೆ ಮಾಡಿ ಸಮಾಜದಲ್ಲಿ ಉನ್ನತ ಹುದ್ದೆ ಪಡೆಯಬೇಕು ಎಂದರು.	[8, 1212, 234, 1323]
paragraph: ವೈಯಕ್ತಿಕ ಕಾಮಗಾರಿಗಳ ಒಟ್ಟು ಸಂಖ್ಯೆ 31 ಹಾಗೂ ಅದರ ಒಟ್ಟು ಮೊತ್ತ 9.03.475. ಹಾಗೂ ಒಟ್ಟು ಕಾಮಗಾರಿಗಳ ಸಂಖ್ಯೆ 42 ಒಟ್ಟು ಮೊತ್ತ 1323439 ಹಾಗೂ ಒಟ್ಟು ಸೃಜಿಸಿದ ಮಾನವ ದಿನಗಳು ಗ್ರಾಮ ಪಂಚಾಯಿತಿ ಮತ್ತು ಇತರೆ ಇಲಾಖೆಗಳು ಸೇರಿ 9.162 ಮಾನವ ದಿನಗಳು ಹಾಗೂ	[8, 388, 120, 513]
